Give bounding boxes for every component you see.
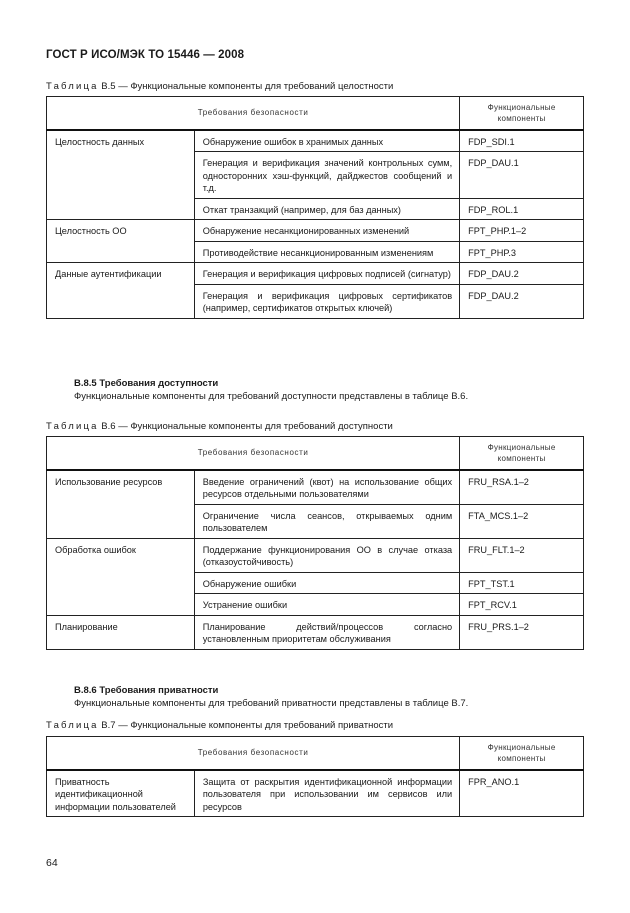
requirement-cell: Обнаружение ошибок в хранимых данных: [194, 130, 459, 152]
caption-word: Таблица: [46, 720, 99, 731]
component-cell: FPT_RCV.1: [460, 594, 584, 616]
caption-text: В.7 — Функциональные компоненты для требований приватности: [98, 720, 394, 731]
requirement-cell: Генерация и верификация цифровых сертификатов (например, сертификатов открытых ключей): [194, 284, 459, 318]
components-column-header: Функциональные компоненты: [460, 97, 584, 130]
component-cell: FPT_PHP.3: [460, 241, 584, 263]
requirement-cell: Откат транзакций (например, для баз данных): [194, 198, 459, 220]
component-cell: FDP_SDI.1: [460, 130, 584, 152]
table-header-row: [47, 437, 584, 470]
requirement-group-cell: Обработка ошибок: [47, 538, 195, 615]
page-header: ГОСТ Р ИСО/МЭК ТО 15446 — 2008: [46, 49, 245, 61]
requirement-group-cell: Данные аутентификации: [47, 263, 195, 319]
requirement-cell: Ограничение числа сеансов, открываемых одним пользователем: [194, 504, 459, 538]
requirement-cell: Обнаружение ошибки: [194, 572, 459, 594]
requirement-cell: Генерация и верификация цифровых подписей (сигнатур): [194, 263, 459, 285]
table-b6-caption: [46, 421, 393, 432]
requirement-group-cell: Целостность ОО: [47, 220, 195, 263]
caption-word: Таблица: [46, 81, 99, 92]
table-b5-caption: [46, 81, 393, 92]
requirement-group-cell: Целостность данных: [47, 130, 195, 220]
requirements-column-header: Требования безопасности: [47, 97, 460, 130]
caption-word: Таблица: [46, 421, 99, 432]
caption-text: В.5 — Функциональные компоненты для требований целостности: [98, 81, 394, 92]
table-b6: [46, 436, 584, 650]
table-header-row: [47, 97, 584, 130]
table-row: [47, 538, 584, 572]
component-cell: FPT_PHP.1–2: [460, 220, 584, 242]
table-header-row: [47, 737, 584, 770]
table-row: [47, 130, 584, 152]
table-row: [47, 470, 584, 505]
table-b7-caption: [46, 720, 393, 731]
component-cell: FRU_RSA.1–2: [460, 470, 584, 505]
section-b86-text: Функциональные компоненты для требований приватности представлены в таблице В.7.: [74, 698, 469, 709]
requirement-group-cell: Приватность идентификационной информации пользователей: [47, 770, 195, 817]
component-cell: FRU_PRS.1–2: [460, 615, 584, 649]
requirements-column-header: Требования безопасности: [47, 737, 460, 770]
requirement-cell: Генерация и верификация значений контрольных сумм, односторонних хэш-функций, дайджестов сообщений и т.д.: [194, 152, 459, 199]
table-row: [47, 615, 584, 649]
requirement-cell: Планирование действий/процессов согласно установленным приоритетам обслуживания: [194, 615, 459, 649]
requirement-group-cell: Планирование: [47, 615, 195, 649]
component-cell: FDP_DAU.2: [460, 263, 584, 285]
requirement-cell: Обнаружение несанкционированных изменений: [194, 220, 459, 242]
components-column-header: Функциональные компоненты: [460, 737, 584, 770]
component-cell: FDP_ROL.1: [460, 198, 584, 220]
requirement-cell: Защита от раскрытия идентификационной информации пользователя при использовании им сервисов или ресурсов: [194, 770, 459, 817]
component-cell: FDP_DAU.2: [460, 284, 584, 318]
components-column-header: Функциональные компоненты: [460, 437, 584, 470]
table-row: [47, 263, 584, 285]
caption-text: В.6 — Функциональные компоненты для требований доступности: [98, 421, 393, 432]
requirement-cell: Введение ограничений (квот) на использование общих ресурсов отдельными пользователями: [194, 470, 459, 505]
component-cell: FDP_DAU.1: [460, 152, 584, 199]
requirement-cell: Противодействие несанкционированным изменениям: [194, 241, 459, 263]
requirement-cell: Устранение ошибки: [194, 594, 459, 616]
table-row: [47, 220, 584, 242]
requirement-group-cell: Использование ресурсов: [47, 470, 195, 539]
requirement-cell: Поддержание функционирования ОО в случае отказа (отказоустойчивость): [194, 538, 459, 572]
component-cell: FRU_FLT.1–2: [460, 538, 584, 572]
component-cell: FPR_ANO.1: [460, 770, 584, 817]
table-b5: [46, 96, 584, 319]
section-b86-heading: В.8.6 Требования приватности: [74, 685, 219, 696]
requirements-column-header: Требования безопасности: [47, 437, 460, 470]
table-row: [47, 770, 584, 817]
page-number: 64: [46, 857, 58, 869]
section-b85-heading: В.8.5 Требования доступности: [74, 378, 219, 389]
table-b7: [46, 736, 584, 817]
section-b85-text: Функциональные компоненты для требований доступности представлены в таблице В.6.: [74, 391, 469, 402]
component-cell: FTA_MCS.1–2: [460, 504, 584, 538]
component-cell: FPT_TST.1: [460, 572, 584, 594]
